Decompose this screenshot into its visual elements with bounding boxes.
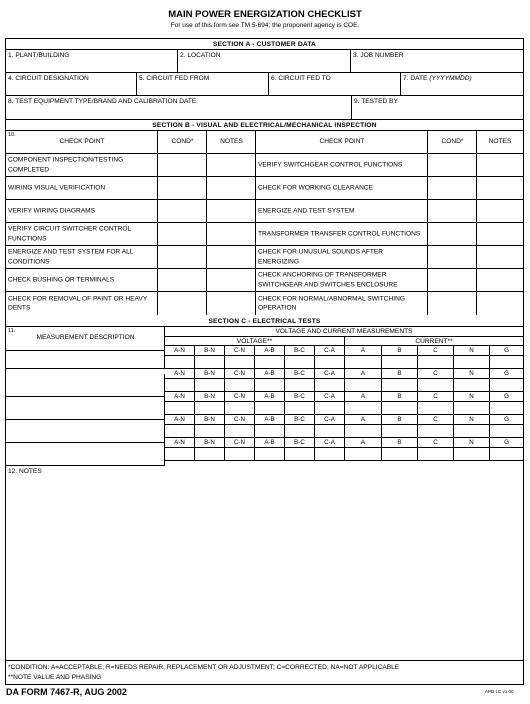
current-column-label: G xyxy=(490,438,523,448)
current-value-input[interactable] xyxy=(418,356,454,369)
notes-cell-left[interactable] xyxy=(207,269,256,291)
check-point-left xyxy=(6,269,158,291)
voltage-column-label: C-N xyxy=(225,392,255,402)
voltage-heading: VOLTAGE** xyxy=(165,337,345,346)
check-point-text: COMPONENT INSPECTION/TESTING COMPLETED xyxy=(8,156,124,173)
form-number: DA FORM 7467-R, AUG 2002 xyxy=(6,687,127,697)
current-value-input[interactable] xyxy=(345,425,382,438)
section-c-number: 11. xyxy=(8,328,16,334)
current-value-input[interactable] xyxy=(454,448,490,461)
check-point-header-left: CHECK POINT xyxy=(59,138,105,145)
notes-cell-left[interactable] xyxy=(207,246,256,268)
note-value-footnote: **NOTE VALUE AND PHASING xyxy=(8,674,102,681)
current-column-label: A xyxy=(345,392,382,402)
measurement-description-cell[interactable] xyxy=(6,351,165,369)
current-column-label: G xyxy=(490,346,523,356)
current-value-input[interactable] xyxy=(490,356,523,369)
current-column-label: A xyxy=(345,438,382,448)
notes-cell-left[interactable] xyxy=(207,154,256,176)
cond-cell-right[interactable] xyxy=(428,154,477,176)
check-point-text: CHECK FOR REMOVAL OF PAINT OR HEAVY DENTS xyxy=(8,295,148,312)
current-heading: CURRENT** xyxy=(345,337,523,346)
job-number-field[interactable] xyxy=(351,50,523,72)
section-b-heading: SECTION B - VISUAL AND ELECTRICAL/MECHANICAL INSPECTION xyxy=(6,120,523,131)
check-point-left xyxy=(6,177,158,199)
current-column-label: C xyxy=(418,415,454,425)
current-value-input[interactable] xyxy=(345,448,382,461)
check-point-right xyxy=(256,154,428,176)
voltage-value-input[interactable] xyxy=(315,425,345,438)
voltage-column-label: C-A xyxy=(315,369,345,379)
current-column-label: N xyxy=(454,346,490,356)
notes-cell-right[interactable] xyxy=(477,246,523,268)
notes-cell-right[interactable] xyxy=(477,154,523,176)
current-value-input[interactable] xyxy=(418,425,454,438)
check-point-right xyxy=(256,200,428,222)
notes-area[interactable] xyxy=(6,467,523,661)
measurement-description-label: MEASUREMENT DESCRIPTION xyxy=(36,334,135,341)
voltage-column-label: B-N xyxy=(195,392,225,402)
voltage-value-input[interactable] xyxy=(255,379,285,392)
voltage-column-label: B-N xyxy=(195,415,225,425)
voltage-column-label: B-C xyxy=(285,438,315,448)
section-c-heading: SECTION C - ELECTRICAL TESTS xyxy=(6,316,523,327)
current-value-input[interactable] xyxy=(345,356,382,369)
check-point-text: VERIFY CIRCUIT SWITCHER CONTROL FUNCTIONS xyxy=(8,225,131,242)
check-point-text: CHECK FOR NORMAL/ABNORMAL SWITCHING OPERATION xyxy=(258,295,406,312)
notes-cell-left[interactable] xyxy=(207,200,256,222)
measurement-description-cell[interactable] xyxy=(6,420,165,443)
current-column-label: N xyxy=(454,415,490,425)
check-point-right xyxy=(256,292,428,315)
date-label-text: 7. DATE xyxy=(403,75,430,82)
voltage-column-label: C-A xyxy=(315,392,345,402)
voltage-column-label: C-A xyxy=(315,415,345,425)
voltage-column-label: A-B xyxy=(255,438,285,448)
cond-cell-left[interactable] xyxy=(158,154,207,176)
tested-by-label: 9. TESTED BY xyxy=(354,98,398,105)
circuit-fed-from-label: 5. CIRCUIT FED FROM xyxy=(139,75,210,82)
voltage-column-label: C-N xyxy=(225,346,255,356)
current-value-input[interactable] xyxy=(490,425,523,438)
voltage-column-label: C-N xyxy=(225,438,255,448)
voltage-column-label: C-A xyxy=(315,346,345,356)
current-column-label: B xyxy=(382,369,418,379)
check-point-left xyxy=(6,154,158,176)
condition-footnote: *CONDITION: A=ACCEPTABLE; R=NEEDS REPAIR, REPLACEMENT OR ADJUSTMENT; C=CORRECTED; NA=NOT APPLICABLE xyxy=(8,664,400,671)
notes-header-right: NOTES xyxy=(488,138,512,145)
check-point-text: CHECK BUSHING OR TERMINALS xyxy=(8,276,115,284)
date-format: (YYYYMMDD) xyxy=(429,75,472,82)
checklist-row xyxy=(6,269,523,292)
voltage-column-label: A-B xyxy=(255,346,285,356)
measurement-description-cell[interactable] xyxy=(6,374,165,397)
voltage-value-input[interactable] xyxy=(195,425,225,438)
date-label xyxy=(403,75,472,82)
check-point-right xyxy=(256,269,428,291)
current-column-label: G xyxy=(490,415,523,425)
voltage-value-input[interactable] xyxy=(225,448,255,461)
plant-building-field[interactable] xyxy=(6,50,178,72)
col-cond-left xyxy=(158,131,207,153)
voltage-value-input[interactable] xyxy=(285,425,315,438)
check-point-right xyxy=(256,177,428,199)
voltage-column-label: B-C xyxy=(285,346,315,356)
cond-header-right: COND* xyxy=(441,138,464,145)
voltage-column-label: B-C xyxy=(285,415,315,425)
voltage-value-input[interactable] xyxy=(255,356,285,369)
notes-cell-left[interactable] xyxy=(207,223,256,245)
check-point-left xyxy=(6,200,158,222)
current-value-input[interactable] xyxy=(454,356,490,369)
current-column-label: A xyxy=(345,346,382,356)
check-point-right xyxy=(256,223,428,245)
checklist-row xyxy=(6,177,523,200)
voltage-column-label: C-N xyxy=(225,415,255,425)
check-point-text: CHECK FOR WORKING CLEARANCE xyxy=(258,184,374,192)
voltage-value-input[interactable] xyxy=(165,379,195,392)
current-column-label: C xyxy=(418,369,454,379)
section-b-table xyxy=(6,131,523,316)
voltage-column-label: B-N xyxy=(195,346,225,356)
cond-header-left: COND* xyxy=(171,138,194,145)
current-value-input[interactable] xyxy=(382,356,418,369)
voltage-column-label: C-N xyxy=(225,369,255,379)
voltage-value-input[interactable] xyxy=(285,402,315,415)
cond-cell-right[interactable] xyxy=(428,200,477,222)
current-value-input[interactable] xyxy=(382,402,418,415)
check-point-text: ENERGIZE AND TEST SYSTEM FOR ALL CONDITIONS xyxy=(8,248,134,265)
cond-cell-right[interactable] xyxy=(428,292,477,315)
voltage-value-input[interactable] xyxy=(195,448,225,461)
test-equipment-label: 8. TEST EQUIPMENT TYPE/BRAND AND CALIBRATION DATE xyxy=(8,98,197,105)
check-point-text: CHECK ANCHORING OF TRANSFORMER SWITCHGEAR AND SWITCHES ENCLOSURE xyxy=(258,271,398,288)
location-field[interactable] xyxy=(178,50,351,72)
voltage-value-input[interactable] xyxy=(255,425,285,438)
voltage-column-label: A-B xyxy=(255,415,285,425)
checklist-row xyxy=(6,292,523,315)
plant-building-label: 1. PLANT/BUILDING xyxy=(8,52,70,59)
section-a-heading: SECTION A - CUSTOMER DATA xyxy=(6,39,523,50)
voltage-column-label: A-N xyxy=(165,415,195,425)
voltage-column-label: A-N xyxy=(165,346,195,356)
check-point-left xyxy=(6,292,158,315)
current-value-input[interactable] xyxy=(418,448,454,461)
check-point-text: ENERGIZE AND TEST SYSTEM xyxy=(258,207,355,215)
cond-cell-right[interactable] xyxy=(428,223,477,245)
voltage-value-input[interactable] xyxy=(165,356,195,369)
current-value-input[interactable] xyxy=(418,379,454,392)
voltage-value-input[interactable] xyxy=(315,379,345,392)
cond-cell-left[interactable] xyxy=(158,269,207,291)
cond-cell-right[interactable] xyxy=(428,246,477,268)
circuit-fed-to-label: 6. CIRCUIT FED TO xyxy=(271,75,331,82)
col-cond-right xyxy=(428,131,477,153)
section-b-header-row xyxy=(6,131,523,154)
checklist-row xyxy=(6,200,523,223)
current-column-label: N xyxy=(454,369,490,379)
location-label: 2. LOCATION xyxy=(180,52,221,59)
voltage-value-input[interactable] xyxy=(315,356,345,369)
col-notes-left xyxy=(207,131,256,153)
voltage-value-input[interactable] xyxy=(165,448,195,461)
current-value-input[interactable] xyxy=(454,379,490,392)
current-column-label: N xyxy=(454,438,490,448)
cond-cell-left[interactable] xyxy=(158,223,207,245)
check-point-text: CHECK FOR UNUSUAL SOUNDS AFTER ENERGIZING xyxy=(258,248,384,265)
current-value-input[interactable] xyxy=(490,448,523,461)
measurement-description-cell[interactable] xyxy=(6,397,165,420)
current-column-label: A xyxy=(345,369,382,379)
form-version-code: APD LC v1.00 xyxy=(485,689,514,694)
current-column-label: B xyxy=(382,392,418,402)
voltage-value-input[interactable] xyxy=(165,425,195,438)
current-column-label: C xyxy=(418,438,454,448)
current-value-input[interactable] xyxy=(382,448,418,461)
section-a-row-3 xyxy=(6,96,523,120)
current-value-input[interactable] xyxy=(345,379,382,392)
circuit-designation-label: 4. CIRCUIT DESIGNATION xyxy=(8,75,89,82)
col-notes-right xyxy=(477,131,523,153)
notes-cell-right[interactable] xyxy=(477,177,523,199)
cond-cell-left[interactable] xyxy=(158,292,207,315)
tested-by-field[interactable] xyxy=(352,96,523,119)
check-point-left xyxy=(6,246,158,268)
current-value-input[interactable] xyxy=(490,402,523,415)
current-value-input[interactable] xyxy=(382,379,418,392)
voltage-value-input[interactable] xyxy=(315,402,345,415)
form-subtitle: For use of this form see TM 5-694; the proponent agency is COE. xyxy=(170,22,360,29)
current-value-input[interactable] xyxy=(345,402,382,415)
notes-header-left: NOTES xyxy=(220,138,243,145)
current-value-input[interactable] xyxy=(490,379,523,392)
section-b-number: 10. xyxy=(8,132,16,138)
job-number-label: 3. JOB NUMBER xyxy=(353,52,404,59)
cond-cell-left[interactable] xyxy=(158,200,207,222)
check-point-left xyxy=(6,223,158,245)
cond-cell-right[interactable] xyxy=(428,269,477,291)
voltage-value-input[interactable] xyxy=(285,379,315,392)
notes-cell-right[interactable] xyxy=(477,269,523,291)
notes-cell-right[interactable] xyxy=(477,292,523,315)
voltage-value-input[interactable] xyxy=(225,402,255,415)
checklist-row xyxy=(6,246,523,269)
cond-cell-left[interactable] xyxy=(158,177,207,199)
check-point-text: WIRING VISUAL VERIFICATION xyxy=(8,184,106,192)
check-point-text: VERIFY WIRING DIAGRAMS xyxy=(8,207,96,215)
vc-measurements-heading: VOLTAGE AND CURRENT MEASUREMENTS xyxy=(165,327,523,337)
voltage-column-label: B-N xyxy=(195,369,225,379)
check-point-text: TRANSFORMER TRANSFER CONTROL FUNCTIONS xyxy=(258,230,421,238)
voltage-value-input[interactable] xyxy=(195,356,225,369)
current-column-label: C xyxy=(418,346,454,356)
voltage-value-input[interactable] xyxy=(225,379,255,392)
section-a-row-1 xyxy=(6,50,523,73)
circuit-fed-from-field[interactable] xyxy=(137,73,269,95)
check-point-text: VERIFY SWITCHGEAR CONTROL FUNCTIONS xyxy=(258,161,403,169)
check-point-right xyxy=(256,246,428,268)
notes-cell-right[interactable] xyxy=(477,200,523,222)
section-c-table xyxy=(6,327,523,467)
voltage-column-label: C-A xyxy=(315,438,345,448)
voltage-value-input[interactable] xyxy=(165,402,195,415)
voltage-value-input[interactable] xyxy=(315,448,345,461)
current-value-input[interactable] xyxy=(418,402,454,415)
voltage-value-input[interactable] xyxy=(285,448,315,461)
voltage-column-label: A-B xyxy=(255,369,285,379)
measurement-description-header xyxy=(6,327,165,351)
voltage-value-input[interactable] xyxy=(195,379,225,392)
voltage-value-input[interactable] xyxy=(225,356,255,369)
current-value-input[interactable] xyxy=(454,425,490,438)
voltage-column-label: A-B xyxy=(255,392,285,402)
current-column-label: B xyxy=(382,415,418,425)
voltage-value-input[interactable] xyxy=(285,356,315,369)
circuit-fed-to-field[interactable] xyxy=(269,73,401,95)
cond-cell-left[interactable] xyxy=(158,246,207,268)
col-check-point-left xyxy=(6,131,158,153)
checklist-row xyxy=(6,223,523,246)
checklist-form xyxy=(5,38,524,685)
current-column-label: B xyxy=(382,438,418,448)
section-a-row-2 xyxy=(6,73,523,96)
notes-cell-left[interactable] xyxy=(207,292,256,315)
voltage-value-input[interactable] xyxy=(225,425,255,438)
form-title: MAIN POWER ENERGIZATION CHECKLIST xyxy=(168,9,362,20)
check-point-header-right: CHECK POINT xyxy=(319,138,365,145)
current-column-label: A xyxy=(345,415,382,425)
current-column-label: G xyxy=(490,392,523,402)
notes-label: 12. NOTES xyxy=(8,468,42,475)
voltage-column-label: B-C xyxy=(285,392,315,402)
voltage-value-input[interactable] xyxy=(255,448,285,461)
current-column-label: B xyxy=(382,346,418,356)
test-equipment-field[interactable] xyxy=(6,96,352,119)
cond-cell-right[interactable] xyxy=(428,177,477,199)
measurement-description-cell[interactable] xyxy=(6,443,165,466)
checklist-row xyxy=(6,154,523,177)
current-column-label: N xyxy=(454,392,490,402)
voltage-column-label: B-C xyxy=(285,369,315,379)
current-column-label: G xyxy=(490,369,523,379)
circuit-designation-field[interactable] xyxy=(6,73,137,95)
voltage-column-label: A-N xyxy=(165,392,195,402)
date-field[interactable] xyxy=(401,73,523,95)
voltage-column-label: B-N xyxy=(195,438,225,448)
voltage-value-input[interactable] xyxy=(255,402,285,415)
current-value-input[interactable] xyxy=(454,402,490,415)
current-column-label: C xyxy=(418,392,454,402)
voltage-column-label: A-N xyxy=(165,438,195,448)
notes-cell-left[interactable] xyxy=(207,177,256,199)
col-check-point-right xyxy=(256,131,428,153)
current-value-input[interactable] xyxy=(382,425,418,438)
voltage-column-label: A-N xyxy=(165,369,195,379)
notes-cell-right[interactable] xyxy=(477,223,523,245)
voltage-value-input[interactable] xyxy=(195,402,225,415)
